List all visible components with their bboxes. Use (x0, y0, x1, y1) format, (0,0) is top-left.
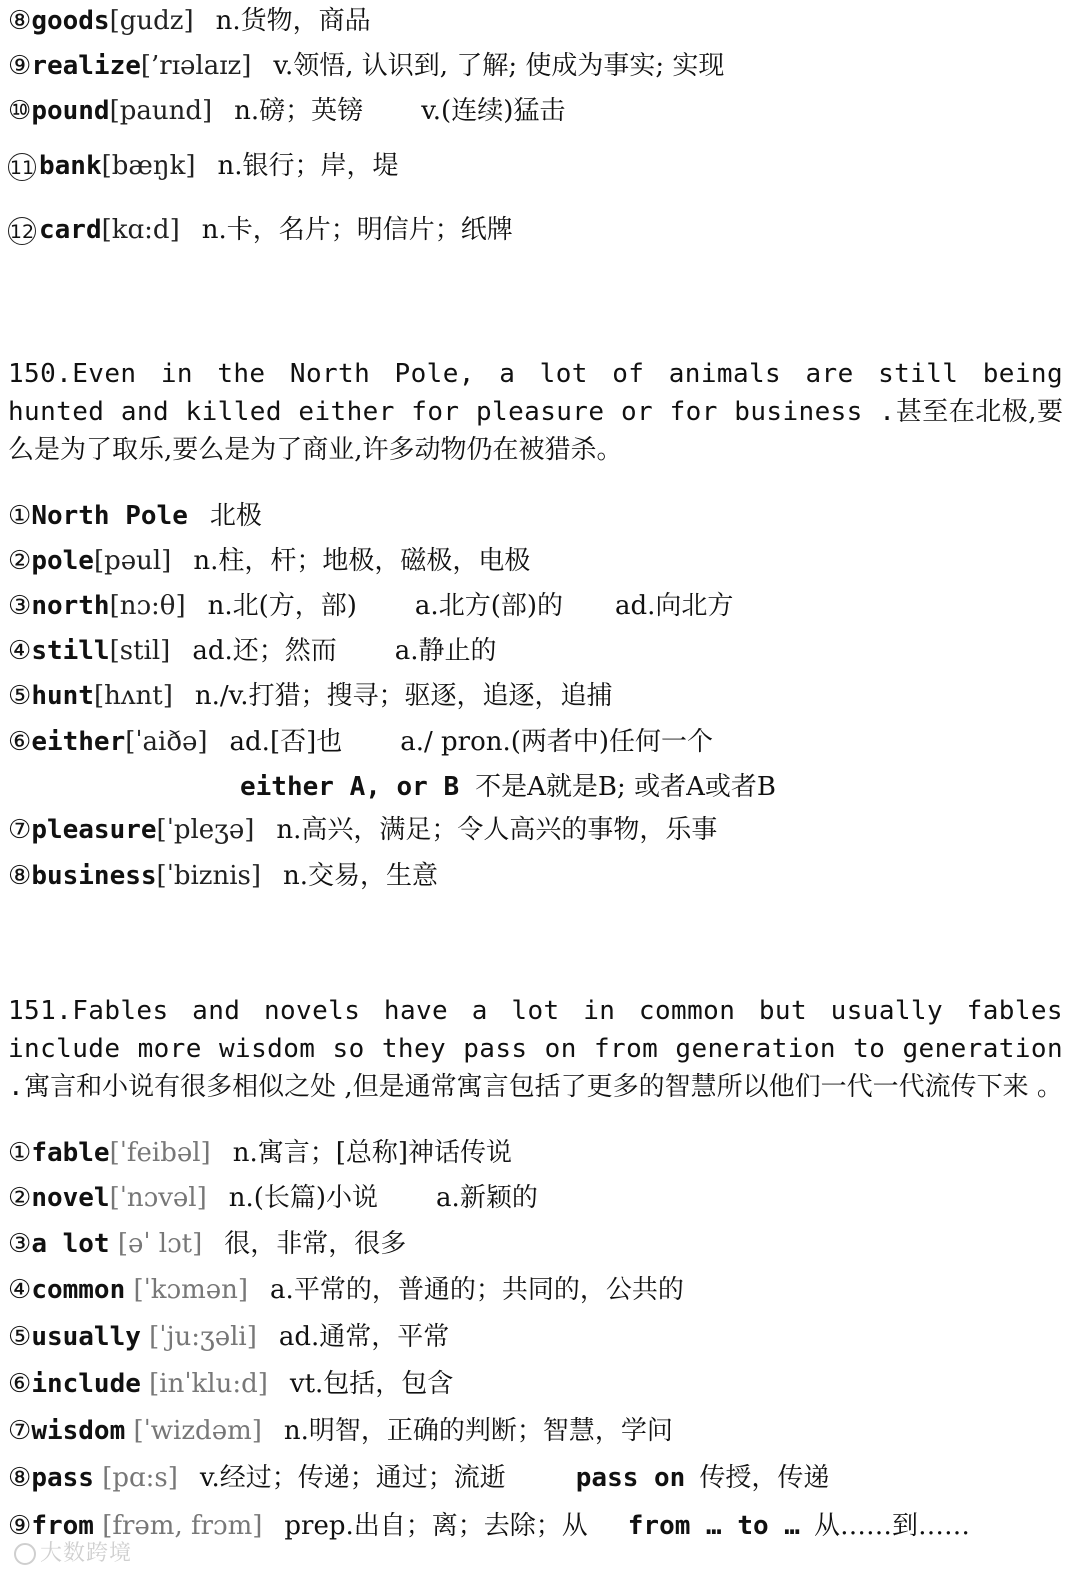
entry-definition: ad.[否]也 (229, 727, 343, 757)
entry-marker: ③ (8, 1229, 32, 1259)
entry-word: pound (31, 96, 110, 126)
entry-ipa: [bæŋk] (101, 151, 196, 181)
entry-ipa: [hʌnt] (93, 681, 173, 711)
entry-word: novel (31, 1183, 110, 1213)
phrase-english: from … to … (627, 1511, 800, 1541)
entry-definition: n.明智，正确的判断；智慧，学问 (283, 1416, 673, 1446)
entry-ipa: [’rɪəlaɪz] (140, 51, 252, 81)
entry-word: north (31, 591, 110, 621)
entry-marker: 11 (8, 153, 36, 181)
entry-marker: ⑩ (8, 96, 32, 126)
entry-ipa: [nɔ:θ] (109, 591, 186, 621)
entry-definition-secondary: v.(连续)猛击 (421, 96, 566, 126)
entry-word: pass (31, 1463, 94, 1493)
vocab-entry-realize (8, 49, 724, 83)
vocab-entry-novel (8, 1181, 538, 1215)
sentence-chinese: 甚至在北极,要么是为了取乐,要么是为了商业,许多动物仍在被猎杀。 (8, 397, 1064, 465)
entry-marker: ⑨ (8, 51, 32, 81)
entry-definition: v.领悟, 认识到, 了解; 使成为事实; 实现 (273, 51, 725, 81)
entry-word: realize (31, 51, 141, 81)
entry-word: hunt (31, 681, 94, 711)
vocab-entry-pole (8, 544, 530, 578)
entry-ipa: [kɑ:d] (101, 215, 180, 245)
entry-definition: v.经过；传递；通过；流逝 (199, 1463, 506, 1493)
entry-word: still (31, 636, 110, 666)
entry-ipa: [stil] (109, 636, 171, 666)
entry-definition: n.(长篇)小说 (228, 1183, 379, 1213)
vocab-entry-a-lot (8, 1227, 406, 1261)
entry-ipa: [ˈpleʒə] (156, 815, 255, 845)
entry-definition: n.银行；岸，堤 (217, 151, 399, 181)
entry-ipa: [gudz] (109, 6, 194, 36)
vocab-entry-either (8, 725, 713, 759)
entry-marker: ⑧ (8, 861, 32, 891)
watermark-text: 大数跨境 (40, 1541, 133, 1566)
watermark-logo-icon (14, 1543, 36, 1565)
entry-ipa: [inˈklu:d] (149, 1369, 268, 1399)
entry-definition-secondary: a.新颖的 (436, 1183, 538, 1213)
entry-definition: n.北(方，部) (207, 591, 357, 621)
entry-word: goods (31, 6, 110, 36)
entry-marker: ⑧ (8, 6, 32, 36)
vocab-entry-fable (8, 1136, 512, 1170)
vocab-entry-north-pole (8, 499, 262, 533)
entry-word: bank (39, 151, 102, 181)
entry-definition-secondary: a.静止的 (394, 636, 497, 666)
entry-ipa: [ˈfeibəl] (109, 1138, 211, 1168)
phrase-either-or (240, 770, 776, 804)
entry-marker: ⑤ (8, 1322, 32, 1352)
entry-ipa: [paund] (109, 96, 213, 126)
entry-definition: prep.出自；离；去除；从 (284, 1511, 588, 1541)
vocab-entry-bank (8, 149, 399, 183)
entry-ipa: [ˈbiznis] (156, 861, 262, 891)
vocab-entry-hunt (8, 679, 613, 713)
entry-ipa: [pɑ:s] (102, 1463, 178, 1493)
entry-marker: ④ (8, 1275, 32, 1305)
vocab-entry-north (8, 589, 733, 623)
entry-definition-secondary: a./ pron.(两者中)任何一个 (400, 727, 714, 757)
entry-marker: ⑤ (8, 681, 32, 711)
sentence-151 (8, 992, 1063, 1106)
entry-definition: vt.包括，包含 (289, 1369, 454, 1399)
sentence-english: 151.Fables and novels have a lot in common but usually fables include more wisdom so they pass on from generation to generation . (8, 996, 1063, 1102)
entry-definition: n.高兴，满足；令人高兴的事物，乐事 (276, 815, 718, 845)
entry-marker: ⑨ (8, 1511, 32, 1541)
vocab-entry-business (8, 859, 438, 893)
entry-marker: ② (8, 1183, 32, 1213)
vocab-entry-goods (8, 4, 371, 38)
entry-definition: a.平常的，普通的；共同的，公共的 (270, 1275, 684, 1305)
entry-word: fable (31, 1138, 110, 1168)
phrase-english: either A, or B (240, 772, 460, 802)
entry-marker: 12 (8, 217, 36, 245)
entry-word: common (31, 1275, 126, 1305)
entry-word: pleasure (31, 815, 157, 845)
entry-definition: n.柱，杆；地极，磁极，电极 (193, 546, 531, 576)
entry-marker: ⑦ (8, 1416, 32, 1446)
vocab-entry-wisdom (8, 1414, 673, 1448)
phrase-chinese: 从……到…… (813, 1511, 970, 1541)
entry-definition: n.货物，商品 (215, 6, 371, 36)
entry-definition-secondary: a.北方(部)的 ad.向北方 (414, 591, 734, 621)
entry-definition: n.交易，生意 (283, 861, 439, 891)
phrase-chinese: 不是A就是B; 或者A或者B (475, 772, 776, 802)
entry-marker: ② (8, 546, 32, 576)
entry-word: wisdom (31, 1416, 126, 1446)
vocab-entry-from (8, 1509, 970, 1543)
vocab-entry-common (8, 1273, 684, 1307)
entry-word: card (39, 215, 102, 245)
sentence-150 (8, 355, 1063, 469)
entry-marker: ① (8, 501, 32, 531)
entry-ipa: [ˈwizdəm] (133, 1416, 262, 1446)
vocab-entry-pound (8, 94, 565, 128)
entry-definition: n.卡，名片；明信片；纸牌 (201, 215, 513, 245)
phrase-english: pass on (575, 1463, 686, 1493)
vocab-entry-pleasure (8, 813, 717, 847)
entry-definition: n.磅；英镑 (234, 96, 364, 126)
sentence-chinese: 寓言和小说有很多相似之处 ,但是通常寓言包括了更多的智慧所以他们一代一代流传下来 。 (24, 1072, 1063, 1102)
entry-ipa: [frəm, frɔm] (102, 1511, 263, 1541)
vocab-entry-include (8, 1367, 453, 1401)
sentence-english: 150.Even in the North Pole, a lot of animals are still being hunted and killed either for pleasure or for business . (8, 359, 1063, 427)
entry-word: North Pole (31, 501, 188, 531)
entry-word: from (31, 1511, 94, 1541)
watermark (14, 1536, 132, 1567)
entry-ipa: [əˈ lɔt] (117, 1229, 203, 1259)
entry-word: either (31, 727, 126, 757)
entry-marker: ⑧ (8, 1463, 32, 1493)
entry-ipa: [ˈkɔmən] (133, 1275, 249, 1305)
entry-ipa: [pəul] (93, 546, 172, 576)
phrase-chinese: 传授，传递 (699, 1463, 830, 1493)
entry-ipa: [ˈju:ʒəli] (149, 1322, 257, 1352)
entry-definition: 北极 (209, 501, 262, 531)
entry-definition: 很，非常，很多 (224, 1229, 407, 1259)
entry-definition: ad.通常，平常 (278, 1322, 450, 1352)
entry-word: pole (31, 546, 94, 576)
entry-word: business (31, 861, 157, 891)
entry-ipa: [ˈaiðə] (125, 727, 208, 757)
vocab-entry-usually (8, 1320, 449, 1354)
entry-marker: ④ (8, 636, 32, 666)
entry-word: include (31, 1369, 141, 1399)
vocab-entry-pass (8, 1461, 829, 1495)
entry-marker: ① (8, 1138, 32, 1168)
entry-ipa: [ˈnɔvəl] (109, 1183, 207, 1213)
entry-word: usually (31, 1322, 141, 1352)
entry-marker: ⑥ (8, 1369, 32, 1399)
entry-definition: n./v.打猎；搜寻；驱逐，追逐，追捕 (194, 681, 613, 711)
entry-marker: ③ (8, 591, 32, 621)
entry-marker: ⑦ (8, 815, 32, 845)
entry-definition: ad.还；然而 (192, 636, 337, 666)
vocab-entry-still (8, 634, 497, 668)
entry-word: a lot (31, 1229, 110, 1259)
entry-definition: n.寓言；[总称]神话传说 (232, 1138, 513, 1168)
vocab-entry-card (8, 213, 513, 247)
entry-marker: ⑥ (8, 727, 32, 757)
